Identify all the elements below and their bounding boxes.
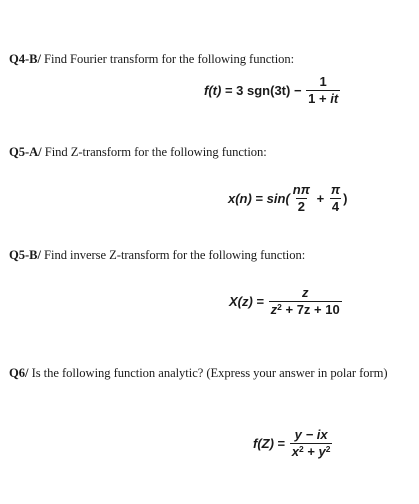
fraction <box>269 286 342 316</box>
fraction-numerator: z <box>301 285 309 300</box>
fraction-numerator: y − ix <box>294 427 328 442</box>
question-text: Find inverse Z-transform for the following function: <box>44 248 306 262</box>
question-q5a <box>9 145 267 160</box>
function-lhs: f(t) <box>204 82 222 98</box>
fraction <box>329 183 342 213</box>
fraction-denominator: $z^2 + 7z + 10$ <box>270 301 340 317</box>
fraction <box>306 75 340 105</box>
question-q4b <box>9 52 294 67</box>
equation-q4b: f(t) = 3 sgn(3t) − $\frac{1}{1 + it}$ <box>204 74 339 106</box>
question-text: Find Z-transform for the following function: <box>44 145 267 159</box>
fraction-denominator: 2 <box>297 198 306 214</box>
fraction-numerator: nπ <box>292 182 310 197</box>
equation-q6: f(Z) = $\frac{y - ix}{x^2 + y^2}$ <box>253 427 331 459</box>
question-label: Q5-A/ <box>9 145 42 159</box>
question-text: Is the following function analytic? (Express your answer in polar form) <box>31 366 388 380</box>
fraction-denominator: 1 + it <box>308 90 339 106</box>
fraction <box>290 428 333 458</box>
fraction-numerator: 1 <box>319 74 327 89</box>
fraction-denominator: 4 <box>331 198 340 214</box>
fraction <box>291 183 312 213</box>
function-lhs: x(n) <box>228 190 252 206</box>
question-q6 <box>9 366 388 381</box>
close-paren: ) <box>343 190 348 206</box>
function-lhs: f(Z) <box>253 435 274 451</box>
function-body: 3 sgn(3t) <box>236 82 291 98</box>
question-label: Q6/ <box>9 366 29 380</box>
question-label: Q4-B/ <box>9 52 41 66</box>
fraction-numerator: π <box>330 182 341 197</box>
fraction-denominator: $x^2 + y^2$ <box>291 443 331 459</box>
equation-q5a: x(n) = sin( $\frac{n\pi}{2}$ + $\frac{\pi}{4}$ ) <box>228 182 348 214</box>
function-name: sin( <box>266 190 290 206</box>
function-lhs: X(z) <box>229 293 253 309</box>
equation-q5b: X(z) = $\frac{z}{z^2 + 7z + 10}$ <box>229 285 340 317</box>
question-label: Q5-B/ <box>9 248 41 262</box>
question-text: Find Fourier transform for the following function: <box>44 52 295 66</box>
question-q5b <box>9 248 305 263</box>
